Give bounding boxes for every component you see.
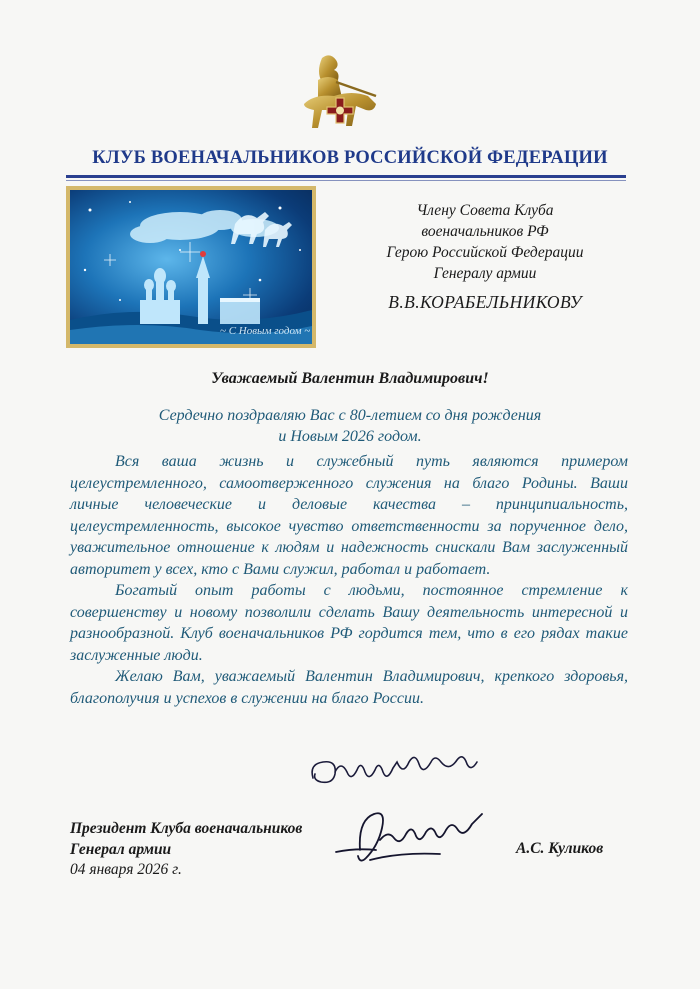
intro-line: Сердечно поздравляю Вас с 80-летием со дня рождения <box>158 407 542 424</box>
addressee-line: военачальников РФ <box>421 223 549 240</box>
salutation: Уважаемый Валентин Владимирович! <box>211 370 489 387</box>
letter-paragraph: Богатый опыт работы с людьми, постоянное стремление к совершенству и новому позволили сделать Вашу деятельность интересной и разнообразной. Клуб военачальников РФ гордится тем, что в его рядах такие заслуженные люди. <box>70 582 628 664</box>
signer-title-line: Президент Клуба военачальников <box>70 820 303 837</box>
svg-text:~ С Новым годом ~: ~ С Новым годом ~ <box>220 325 311 337</box>
letter-paragraph: Вся ваша жизнь и служебный путь являются примером целеустремленного, самоотверженного служения на благо Родины. Ваши личные человеческие и деловые качества – принципиальность, целеустремленность, высокое чувство ответственности за порученное дело, уважительное отношение к людям и надежность снискали Вам заслуженный авторитет у всех, кто с Вами служил, работал и работает. <box>70 453 628 578</box>
header-divider <box>66 175 626 178</box>
addressee-block <box>340 200 630 284</box>
letter-intro <box>140 405 560 447</box>
signer-name: А.С. Куликов <box>516 840 604 857</box>
letter-paragraph: Желаю Вам, уважаемый Валентин Владимирович, крепкого здоровья, благополучия и успехов в служении на благо России. <box>70 668 628 707</box>
signer-title-line: Генерал армии <box>70 841 172 858</box>
club-emblem-icon <box>292 52 382 148</box>
addressee-line: Генералу армии <box>433 265 537 282</box>
header-divider-thin <box>66 180 626 181</box>
letter-body <box>70 451 628 709</box>
addressee-line: Герою Российской Федерации <box>386 244 584 261</box>
letter-date: 04 января 2026 г. <box>70 861 182 878</box>
addressee-name: В.В.КОРАБЕЛЬНИКОВУ <box>388 292 582 312</box>
handwritten-signature <box>330 800 510 872</box>
handwritten-note-signature <box>305 752 495 792</box>
intro-line: и Новым 2026 годом. <box>278 428 422 445</box>
addressee-line: Члену Совета Клуба <box>416 202 554 219</box>
new-year-postcard-image <box>66 186 316 348</box>
organization-title: КЛУБ ВОЕНАЧАЛЬНИКОВ РОССИЙСКОЙ ФЕДЕРАЦИИ <box>92 148 608 168</box>
signer-title <box>70 818 302 860</box>
